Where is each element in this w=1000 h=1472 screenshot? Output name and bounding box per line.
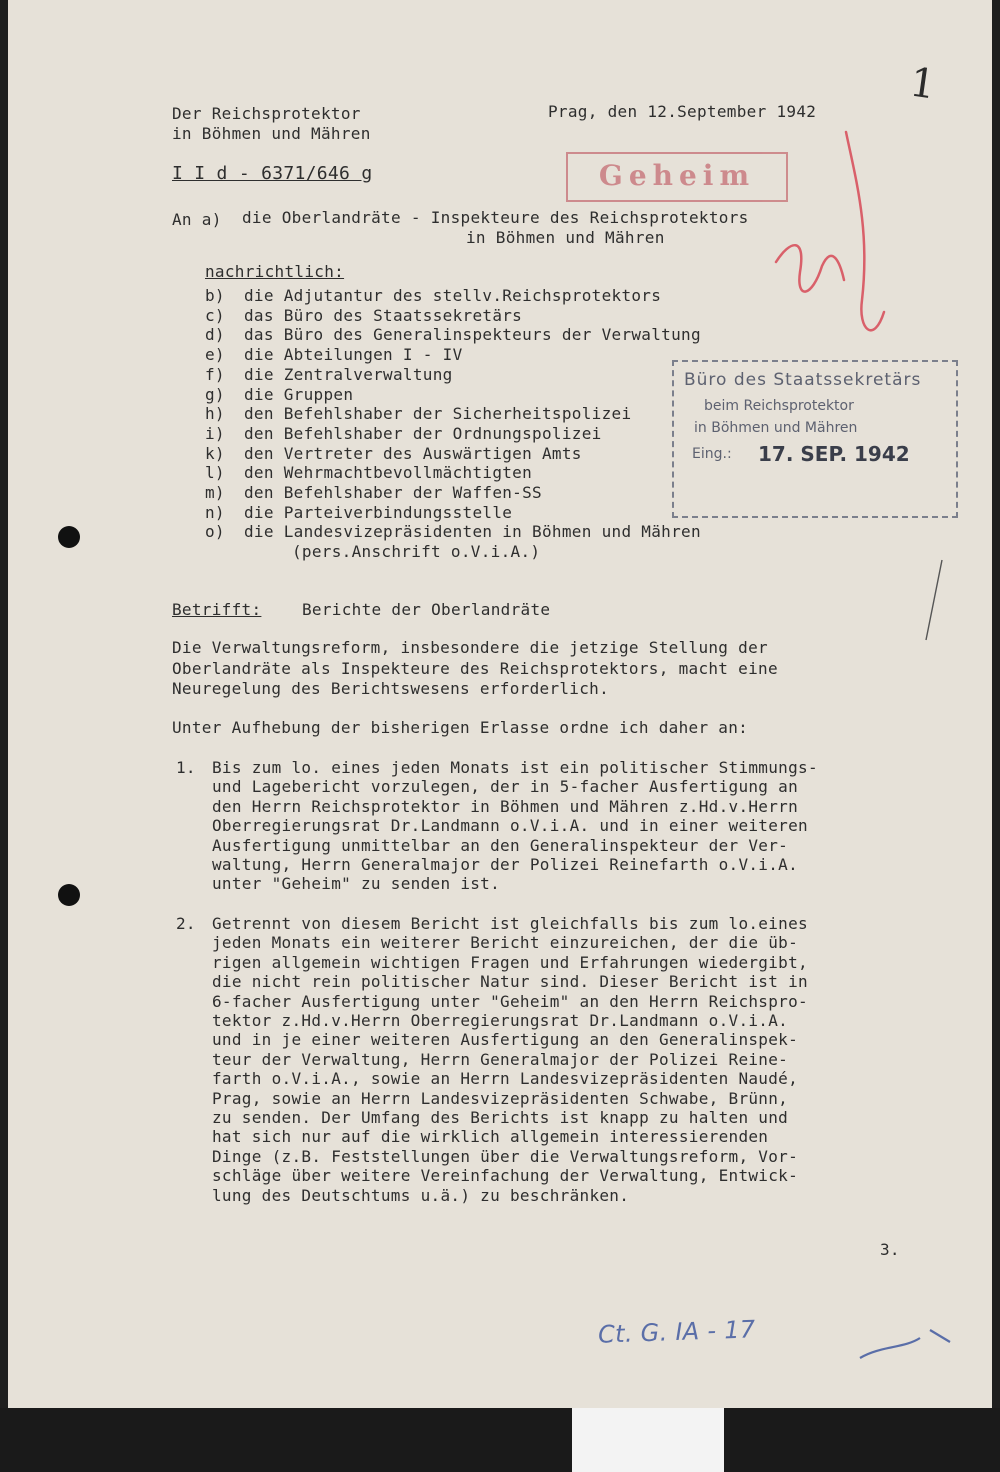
reference-number: I I d - 6371/646 g	[172, 163, 373, 184]
subject-text: Berichte der Oberlandräte	[302, 600, 551, 619]
cc-item-text: den Befehlshaber der Sicherheitspolizei	[244, 404, 632, 424]
cc-item-key: o)	[205, 522, 225, 542]
cc-item-key: c)	[205, 305, 225, 325]
cc-item-text: die Adjutantur des stellv.Reichsprotektors	[244, 286, 662, 305]
cc-item-text: den Vertreter des Auswärtigen Amts	[244, 443, 582, 463]
cc-item-text: die Abteilungen I - IV	[244, 345, 463, 365]
received-stamp-label: Eing.:	[692, 446, 732, 462]
cc-note: (pers.Anschrift o.V.i.A.)	[292, 542, 541, 561]
subject-label: Betrifft:	[172, 600, 262, 619]
cc-item-text: das Büro des Generalinspekteurs der Verwaltung	[244, 325, 701, 345]
recipient-primary-line-2: in Böhmen und Mähren	[466, 228, 665, 247]
order-item-line: jeden Monats ein weiterer Bericht einzureichen, der die üb-	[212, 933, 799, 953]
order-item-line: und Lagebericht vorzulegen, der in 5-facher Ausfertigung an	[212, 777, 799, 797]
cc-item-key: b)	[205, 286, 225, 305]
cc-item-key: k)	[205, 443, 225, 463]
bottom-annotation: Ct. G. IA - 17	[597, 1315, 756, 1349]
received-stamp-date: 17. SEP. 1942	[758, 442, 910, 466]
red-pencil-signature	[776, 132, 884, 330]
intro-line: Oberlandräte als Inspekteure des Reichsprotektors, macht eine	[172, 658, 778, 678]
secret-stamp: Geheim	[566, 152, 788, 202]
cc-item-key: n)	[205, 502, 225, 522]
page-number-mark: 1	[906, 59, 939, 109]
intro-line: Die Verwaltungsreform, insbesondere die jetzige Stellung der	[172, 638, 768, 657]
order-item-line: Prag, sowie an Herrn Landesvizepräsidenten Schwabe, Brünn,	[212, 1088, 789, 1108]
sender-line-1: Der Reichsprotektor	[172, 104, 361, 123]
order-item-line: die nicht rein politischer Natur sind. Dieser Bericht ist in	[212, 972, 808, 992]
sender-line-2: in Böhmen und Mähren	[172, 124, 371, 143]
received-stamp-line-2: beim Reichsprotektor	[704, 398, 854, 414]
order-item-line: waltung, Herrn Generalmajor der Polizei Reinefarth o.V.i.A.	[212, 855, 799, 874]
received-stamp-line-3: in Böhmen und Mähren	[694, 420, 858, 436]
cc-item-text: die Landesvizepräsidenten in Böhmen und Mähren	[244, 522, 701, 542]
cc-item-text: den Wehrmachtbevollmächtigten	[244, 463, 533, 483]
order-item-line: den Herrn Reichsprotektor in Böhmen und Mähren z.Hd.v.Herrn	[212, 796, 799, 816]
cc-item-key: e)	[205, 345, 225, 365]
order-item-line: rigen allgemein wichtigen Fragen und Erfahrungen wiedergibt,	[212, 952, 808, 972]
cc-item-text: das Büro des Staatssekretärs	[244, 305, 523, 325]
order-item-line: tektor z.Hd.v.Herrn Oberregierungsrat Dr.Landmann o.V.i.A.	[212, 1011, 789, 1030]
order-line: Unter Aufhebung der bisherigen Erlasse ordne ich daher an:	[172, 718, 749, 737]
pencil-margin-line	[926, 560, 942, 640]
order-item-line: zu senden. Der Umfang des Berichts ist knapp zu halten und	[212, 1108, 789, 1127]
order-item-number: 1.	[176, 758, 196, 777]
cc-label: nachrichtlich:	[205, 262, 345, 281]
cc-item-text: die Zentralverwaltung	[244, 364, 453, 384]
order-item-number: 2.	[176, 914, 196, 933]
order-item-line: Getrennt von diesem Bericht ist gleichfalls bis zum lo.eines	[212, 914, 808, 933]
order-item-line: farth o.V.i.A., sowie an Herrn Landesvizepräsidenten Naudé,	[212, 1069, 799, 1089]
next-page-mark: 3.	[880, 1240, 900, 1259]
cc-item-text: den Befehlshaber der Ordnungspolizei	[244, 423, 602, 443]
order-item-line: teur der Verwaltung, Herrn Generalmajor der Polizei Reine-	[212, 1049, 789, 1069]
cc-item-text: den Befehlshaber der Waffen-SS	[244, 483, 542, 502]
order-item-line: Dinge (z.B. Feststellungen über die Verwaltungsreform, Vor-	[212, 1146, 799, 1166]
cc-item-text: die Gruppen	[244, 384, 354, 404]
recipient-prefix: An a)	[172, 210, 222, 229]
cc-item-key: i)	[205, 423, 225, 443]
order-item-line: unter "Geheim" zu senden ist.	[212, 874, 501, 894]
recipient-primary-line-1: die Oberlandräte - Inspekteure des Reichsprotektors	[242, 208, 749, 227]
order-item-line: Oberregierungsrat Dr.Landmann o.V.i.A. und in einer weiteren	[212, 816, 808, 836]
cc-item-key: m)	[205, 483, 225, 502]
cc-item-key: l)	[205, 463, 225, 483]
cc-item-key: f)	[205, 364, 225, 384]
order-item-line: Ausfertigung unmittelbar an den Generalinspekteur der Ver-	[212, 835, 789, 855]
intro-line: Neuregelung des Berichtswesens erforderlich.	[172, 679, 610, 698]
cc-item-key: d)	[205, 325, 225, 345]
blue-pencil-stroke	[860, 1330, 950, 1358]
order-item-line: lung des Deutschtums u.ä.) zu beschränken.	[212, 1185, 630, 1205]
received-stamp-line-1: Büro des Staatssekretärs	[684, 370, 922, 390]
cc-item-text: die Parteiverbindungsstelle	[244, 502, 513, 522]
order-item-line: hat sich nur auf die wirklich allgemein interessierenden	[212, 1127, 769, 1147]
order-item-line: und in je einer weiteren Ausfertigung an den Generalinspek-	[212, 1030, 799, 1050]
order-item-line: 6-facher Ausfertigung unter "Geheim" an den Herrn Reichspro-	[212, 991, 808, 1011]
order-item-line: Bis zum lo. eines jeden Monats ist ein politischer Stimmungs-	[212, 758, 818, 777]
cc-item-key: h)	[205, 404, 225, 424]
place-date: Prag, den 12.September 1942	[548, 102, 817, 121]
cc-item-key: g)	[205, 384, 225, 404]
order-item-line: schläge über weitere Vereinfachung der Verwaltung, Entwick-	[212, 1166, 799, 1186]
